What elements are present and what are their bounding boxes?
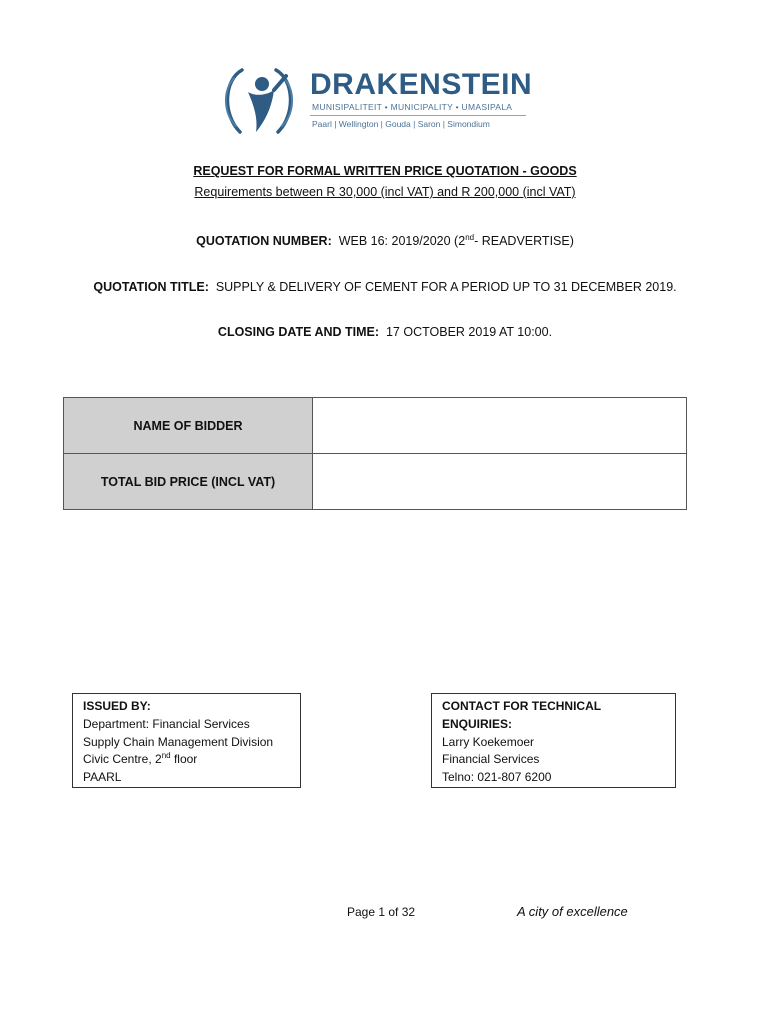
quotation-title-value: SUPPLY & DELIVERY OF CEMENT FOR A PERIOD UP TO 31 DECEMBER 2019.	[215, 280, 677, 294]
document-title: REQUEST FOR FORMAL WRITTEN PRICE QUOTATION - GOODS	[193, 164, 577, 178]
contact-telno: Telno: 021-807 6200	[442, 770, 552, 785]
closing-date-value: 17 OCTOBER 2019 AT 10:00.	[385, 325, 553, 339]
contact-heading: CONTACT FOR TECHNICAL ENQUIRIES:	[442, 699, 601, 731]
closing-date	[0, 325, 770, 339]
issued-by-division: Supply Chain Management Division	[83, 734, 274, 749]
quotation-title	[0, 280, 770, 294]
contact-box	[431, 693, 676, 788]
municipality-logo	[218, 62, 538, 138]
logo-towns: Paarl | Wellington | Gouda | Saron | Simondium	[312, 119, 490, 129]
bid-table	[63, 397, 687, 510]
table-row	[64, 454, 687, 510]
bidder-name-label: NAME OF BIDDER	[64, 398, 313, 454]
drakenstein-emblem-icon	[218, 62, 300, 138]
bid-price-label: TOTAL BID PRICE (INCL VAT)	[64, 454, 313, 510]
quotation-number-value: WEB 16: 2019/2020 (2nd- READVERTISE)	[338, 232, 574, 248]
issued-by-department: Department: Financial Services	[83, 716, 250, 731]
contact-name: Larry Koekemoer	[442, 734, 535, 749]
logo-divider	[310, 115, 526, 116]
quotation-title-label: QUOTATION TITLE:	[93, 280, 209, 294]
closing-date-label: CLOSING DATE AND TIME:	[217, 325, 380, 339]
logo-title: DRAKENSTEIN	[310, 68, 533, 101]
page-number: Page 1 of 32	[347, 905, 416, 919]
requirements-line: Requirements between R 30,000 (incl VAT) and R 200,000 (incl VAT)	[194, 185, 576, 199]
quotation-number	[0, 234, 770, 248]
logo-subtitle: MUNISIPALITEIT • MUNICIPALITY • UMASIPALA	[312, 102, 513, 112]
table-row	[64, 398, 687, 454]
contact-department: Financial Services	[442, 752, 540, 767]
footer-motto: A city of excellence	[517, 904, 628, 919]
quotation-number-label: QUOTATION NUMBER:	[196, 234, 332, 248]
issued-by-heading: ISSUED BY:	[83, 699, 151, 713]
issued-by-address: Civic Centre, 2nd floor	[83, 751, 198, 767]
bid-price-field[interactable]	[313, 454, 687, 510]
issued-by-box	[72, 693, 301, 788]
issued-by-city: PAARL	[83, 770, 122, 785]
bidder-name-field[interactable]	[313, 398, 687, 454]
